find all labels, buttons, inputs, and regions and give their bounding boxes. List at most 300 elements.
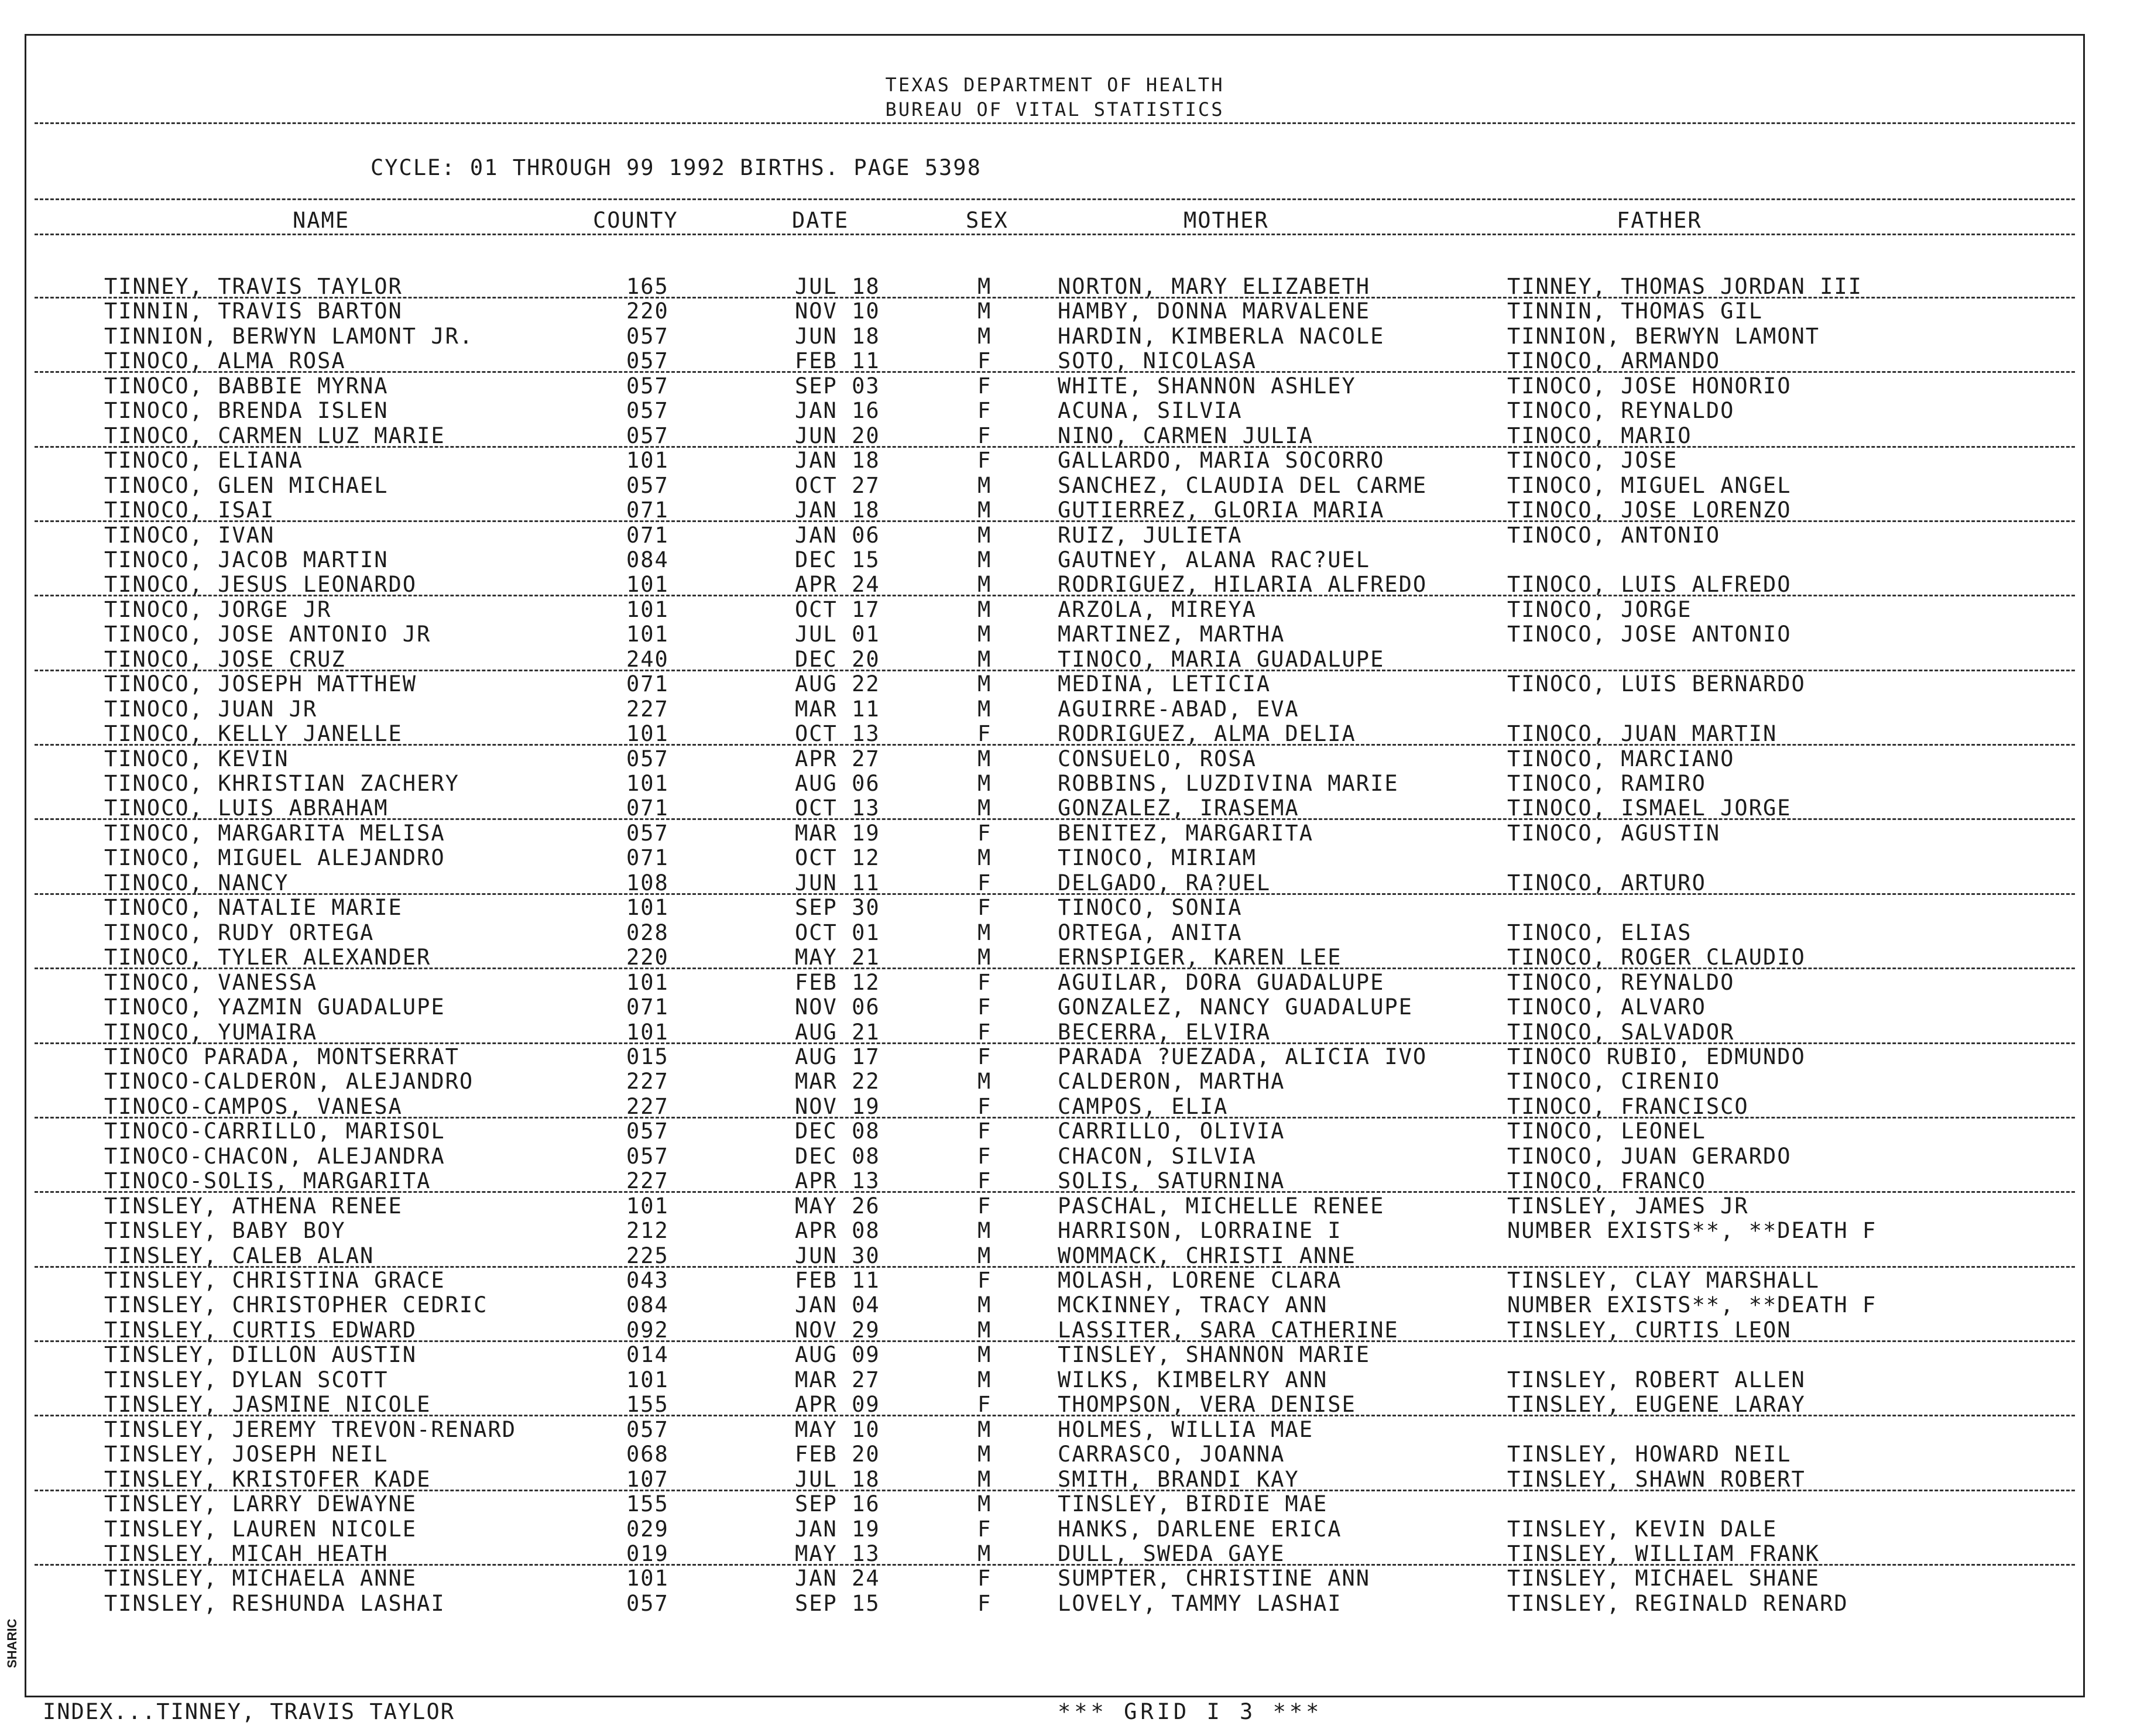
cell-date: OCT 01 <box>795 920 880 945</box>
cell-mother: GAUTNEY, ALANA RAC?UEL <box>1058 547 1371 572</box>
table-row <box>26 896 2083 920</box>
table-row <box>26 871 2083 896</box>
row-divider <box>35 520 2075 522</box>
cell-date: FEB 11 <box>795 1268 880 1293</box>
cell-sex: M <box>977 920 992 945</box>
cell-sex: F <box>977 1143 992 1169</box>
cell-mother: ERNSPIGER, KAREN LEE <box>1058 945 1342 970</box>
cell-father: TINNIN, THOMAS GIL <box>1507 299 1763 324</box>
column-header-name: NAME <box>293 208 350 233</box>
cell-father: TINOCO RUBIO, EDMUNDO <box>1507 1044 1806 1069</box>
table-row <box>26 945 2083 970</box>
cell-name: TINSLEY, KRISTOFER KADE <box>104 1466 431 1492</box>
cell-mother: RODRIGUEZ, ALMA DELIA <box>1058 721 1356 747</box>
cell-mother: SOLIS, SATURNINA <box>1058 1168 1285 1194</box>
cell-mother: WOMMACK, CHRISTI ANNE <box>1058 1243 1356 1268</box>
cell-county: 071 <box>626 795 669 821</box>
cell-name: TINOCO, JUAN JR <box>104 696 318 722</box>
cell-date: SEP 16 <box>795 1491 880 1517</box>
side-label <box>5 1618 23 1697</box>
table-row <box>26 1392 2083 1417</box>
cell-sex: F <box>977 1019 992 1045</box>
table-row <box>26 921 2083 945</box>
cell-county: 014 <box>626 1342 669 1368</box>
cell-father: TINOCO, JOSE <box>1507 448 1678 474</box>
row-divider <box>35 371 2075 373</box>
cell-date: JUL 18 <box>795 1466 880 1492</box>
cell-mother: BENITEZ, MARGARITA <box>1058 820 1313 846</box>
table-row <box>26 399 2083 423</box>
cell-mother: AGUIRRE-ABAD, EVA <box>1058 696 1299 722</box>
cell-date: JAN 18 <box>795 448 880 474</box>
cell-name: TINOCO PARADA, MONTSERRAT <box>104 1044 459 1069</box>
table-row <box>26 1368 2083 1392</box>
cell-date: JUN 11 <box>795 870 880 896</box>
cell-name: TINOCO-SOLIS, MARGARITA <box>104 1168 431 1194</box>
cell-sex: F <box>977 1392 992 1418</box>
cell-name: TINOCO, NANCY <box>104 870 289 896</box>
cell-date: JUN 20 <box>795 423 880 448</box>
cell-name: TINSLEY, LAUREN NICOLE <box>104 1516 417 1542</box>
cell-name: TINOCO, JOSE ANTONIO JR <box>104 622 431 647</box>
cell-date: JAN 24 <box>795 1566 880 1591</box>
cell-name: TINOCO, BABBIE MYRNA <box>104 373 389 399</box>
cell-county: 071 <box>626 994 669 1020</box>
cell-county: 227 <box>626 696 669 722</box>
cell-sex: M <box>977 746 992 771</box>
cell-date: JUN 30 <box>795 1243 880 1268</box>
cell-date: NOV 19 <box>795 1093 880 1119</box>
column-header-date: DATE <box>792 208 849 233</box>
cell-county: 068 <box>626 1442 669 1467</box>
cell-father: TINOCO, AGUSTIN <box>1507 820 1721 846</box>
cell-sex: F <box>977 373 992 399</box>
cell-father: NUMBER EXISTS**, **DEATH F <box>1507 1218 1877 1244</box>
table-row <box>26 1169 2083 1193</box>
cell-date: APR 27 <box>795 746 880 771</box>
cell-county: 057 <box>626 398 669 424</box>
cell-date: NOV 06 <box>795 994 880 1020</box>
cell-date: DEC 08 <box>795 1119 880 1144</box>
cell-county: 071 <box>626 522 669 548</box>
cell-county: 028 <box>626 920 669 945</box>
cell-father: TINNEY, THOMAS JORDAN III <box>1507 274 1862 299</box>
table-row <box>26 474 2083 498</box>
cell-name: TINOCO, ALMA ROSA <box>104 348 346 374</box>
cell-date: MAR 27 <box>795 1367 880 1392</box>
cell-county: 057 <box>626 1143 669 1169</box>
table-row <box>26 1591 2083 1616</box>
cell-date: MAY 26 <box>795 1193 880 1219</box>
cell-mother: WILKS, KIMBELRY ANN <box>1058 1367 1328 1392</box>
cell-county: 092 <box>626 1317 669 1343</box>
cell-sex: M <box>977 1292 992 1318</box>
divider-columns <box>35 234 2075 235</box>
table-row <box>26 1119 2083 1144</box>
cell-father: TINSLEY, KEVIN DALE <box>1507 1516 1778 1542</box>
table-row <box>26 424 2083 448</box>
cell-mother: CAMPOS, ELIA <box>1058 1093 1229 1119</box>
cell-date: OCT 13 <box>795 721 880 747</box>
cell-father: TINOCO, MARIO <box>1507 423 1692 448</box>
cell-county: 029 <box>626 1516 669 1542</box>
cell-sex: F <box>977 721 992 747</box>
cell-county: 101 <box>626 448 669 474</box>
cell-county: 057 <box>626 1416 669 1442</box>
cell-father: TINOCO, SALVADOR <box>1507 1019 1735 1045</box>
table-row <box>26 1517 2083 1542</box>
cell-county: 057 <box>626 348 669 374</box>
cell-county: 101 <box>626 1019 669 1045</box>
cell-father: TINOCO, RAMIRO <box>1507 771 1706 796</box>
cell-county: 155 <box>626 1392 669 1418</box>
cell-sex: M <box>977 299 992 324</box>
cell-county: 101 <box>626 572 669 598</box>
cell-father: TINOCO, ELIAS <box>1507 920 1692 945</box>
cell-father: TINOCO, ALVARO <box>1507 994 1706 1020</box>
cell-name: TINOCO, MARGARITA MELISA <box>104 820 445 846</box>
cell-mother: CONSUELO, ROSA <box>1058 746 1257 771</box>
cell-sex: M <box>977 323 992 349</box>
cell-county: 101 <box>626 596 669 622</box>
cell-sex: F <box>977 448 992 474</box>
cell-name: TINOCO, YUMAIRA <box>104 1019 318 1045</box>
cell-name: TINNION, BERWYN LAMONT JR. <box>104 323 474 349</box>
cell-mother: HARDIN, KIMBERLA NACOLE <box>1058 323 1385 349</box>
table-row <box>26 598 2083 622</box>
header-agency: TEXAS DEPARTMENT OF HEALTH <box>885 74 1224 96</box>
cell-county: 108 <box>626 870 669 896</box>
cell-mother: WHITE, SHANNON ASHLEY <box>1058 373 1356 399</box>
cell-mother: ORTEGA, ANITA <box>1058 920 1243 945</box>
table-row <box>26 1268 2083 1293</box>
cell-date: FEB 11 <box>795 348 880 374</box>
cell-date: OCT 12 <box>795 845 880 871</box>
table-row <box>26 1542 2083 1566</box>
cell-name: TINOCO, LUIS ABRAHAM <box>104 795 389 821</box>
cell-county: 101 <box>626 1566 669 1591</box>
column-header-father: FATHER <box>1617 208 1702 233</box>
cell-sex: M <box>977 1317 992 1343</box>
cell-name: TINOCO-CAMPOS, VANESA <box>104 1093 403 1119</box>
cell-county: 057 <box>626 323 669 349</box>
cell-sex: M <box>977 622 992 647</box>
cell-father: TINSLEY, CLAY MARSHALL <box>1507 1268 1820 1293</box>
column-header-sex: SEX <box>966 208 1009 233</box>
table-row <box>26 647 2083 672</box>
cell-county: 101 <box>626 1193 669 1219</box>
cell-date: NOV 10 <box>795 299 880 324</box>
column-header-mother: MOTHER <box>1184 208 1269 233</box>
cell-mother: NINO, CARMEN JULIA <box>1058 423 1313 448</box>
cell-mother: LASSITER, SARA CATHERINE <box>1058 1317 1399 1343</box>
cell-sex: M <box>977 522 992 548</box>
cell-father: TINOCO, ARMANDO <box>1507 348 1721 374</box>
cell-name: TINOCO, KELLY JANELLE <box>104 721 403 747</box>
cell-sex: M <box>977 1416 992 1442</box>
cell-name: TINNIN, TRAVIS BARTON <box>104 299 403 324</box>
table-row <box>26 374 2083 399</box>
table-row <box>26 1045 2083 1069</box>
cell-sex: M <box>977 274 992 299</box>
cell-mother: HANKS, DARLENE ERICA <box>1058 1516 1342 1542</box>
cell-county: 240 <box>626 646 669 672</box>
cell-date: JAN 19 <box>795 1516 880 1542</box>
cell-county: 057 <box>626 820 669 846</box>
cell-mother: HAMBY, DONNA MARVALENE <box>1058 299 1371 324</box>
cell-name: TINSLEY, ATHENA RENEE <box>104 1193 403 1219</box>
cell-mother: GONZALEZ, NANCY GUADALUPE <box>1058 994 1413 1020</box>
cell-father: TINOCO, JOSE LORENZO <box>1507 498 1792 523</box>
cell-county: 101 <box>626 721 669 747</box>
cell-date: MAR 19 <box>795 820 880 846</box>
cell-mother: ARZOLA, MIREYA <box>1058 596 1257 622</box>
cell-mother: CALDERON, MARTHA <box>1058 1069 1285 1095</box>
header-bureau: BUREAU OF VITAL STATISTICS <box>885 98 1224 121</box>
cell-sex: F <box>977 1193 992 1219</box>
cell-date: JAN 18 <box>795 498 880 523</box>
cell-date: AUG 22 <box>795 671 880 697</box>
cycle-line: CYCLE: 01 THROUGH 99 1992 BIRTHS. PAGE 5398 <box>371 155 982 180</box>
cell-name: TINSLEY, LARRY DEWAYNE <box>104 1491 417 1517</box>
cell-name: TINOCO, GLEN MICHAEL <box>104 472 389 498</box>
cell-sex: M <box>977 696 992 722</box>
cell-county: 227 <box>626 1168 669 1194</box>
cell-sex: F <box>977 870 992 896</box>
cell-county: 165 <box>626 274 669 299</box>
cell-father: TINSLEY, SHAWN ROBERT <box>1507 1466 1806 1492</box>
cell-sex: F <box>977 348 992 374</box>
cell-sex: M <box>977 1243 992 1268</box>
row-divider <box>35 595 2075 596</box>
cell-father: TINNION, BERWYN LAMONT <box>1507 323 1820 349</box>
table-row <box>26 1144 2083 1169</box>
cell-father: NUMBER EXISTS**, **DEATH F <box>1507 1292 1877 1318</box>
table-row <box>26 747 2083 771</box>
cell-county: 225 <box>626 1243 669 1268</box>
cell-sex: M <box>977 945 992 970</box>
cell-sex: M <box>977 1466 992 1492</box>
cell-name: TINSLEY, DILLON AUSTIN <box>104 1342 417 1368</box>
cell-mother: GALLARDO, MARIA SOCORRO <box>1058 448 1385 474</box>
cell-name: TINOCO, NATALIE MARIE <box>104 895 403 921</box>
cell-county: 101 <box>626 895 669 921</box>
cell-name: TINOCO, RUDY ORTEGA <box>104 920 375 945</box>
cell-mother: DELGADO, RA?UEL <box>1058 870 1271 896</box>
cell-date: DEC 08 <box>795 1143 880 1169</box>
cell-name: TINOCO-CHACON, ALEJANDRA <box>104 1143 445 1169</box>
cell-sex: M <box>977 771 992 796</box>
cell-mother: RODRIGUEZ, HILARIA ALFREDO <box>1058 572 1428 598</box>
cell-mother: CARRASCO, JOANNA <box>1058 1442 1285 1467</box>
cell-mother: SMITH, BRANDI KAY <box>1058 1466 1299 1492</box>
cell-county: 101 <box>626 1367 669 1392</box>
cell-sex: M <box>977 498 992 523</box>
cell-mother: TINOCO, MARIA GUADALUPE <box>1058 646 1385 672</box>
cell-father: TINSLEY, WILLIAM FRANK <box>1507 1541 1820 1566</box>
cell-sex: F <box>977 895 992 921</box>
cell-name: TINOCO, ISAI <box>104 498 275 523</box>
cell-date: MAY 21 <box>795 945 880 970</box>
cell-county: 057 <box>626 472 669 498</box>
table-row <box>26 1293 2083 1318</box>
cell-date: OCT 13 <box>795 795 880 821</box>
cell-mother: TINOCO, MIRIAM <box>1058 845 1257 871</box>
side-label-text: SHARIC <box>5 1618 19 1668</box>
cell-date: FEB 12 <box>795 969 880 995</box>
cell-county: 071 <box>626 498 669 523</box>
table-row <box>26 572 2083 597</box>
cell-sex: M <box>977 1541 992 1566</box>
cell-date: OCT 27 <box>795 472 880 498</box>
column-header-county: COUNTY <box>593 208 678 233</box>
table-row <box>26 349 2083 373</box>
cell-sex: M <box>977 845 992 871</box>
cell-sex: M <box>977 1442 992 1467</box>
cell-name: TINOCO, TYLER ALEXANDER <box>104 945 431 970</box>
cell-mother: TINOCO, SONIA <box>1058 895 1243 921</box>
cell-father: TINOCO, CIRENIO <box>1507 1069 1721 1095</box>
cell-sex: F <box>977 1168 992 1194</box>
table-row <box>26 1318 2083 1343</box>
table-row <box>26 498 2083 523</box>
cell-mother: AGUILAR, DORA GUADALUPE <box>1058 969 1385 995</box>
cell-father: TINOCO, ROGER CLAUDIO <box>1507 945 1806 970</box>
cell-sex: M <box>977 1342 992 1368</box>
cell-date: FEB 20 <box>795 1442 880 1467</box>
cell-mother: HOLMES, WILLIA MAE <box>1058 1416 1313 1442</box>
cell-sex: F <box>977 1590 992 1616</box>
cell-county: 057 <box>626 373 669 399</box>
cell-date: JUL 01 <box>795 622 880 647</box>
cell-county: 071 <box>626 845 669 871</box>
cell-county: 084 <box>626 547 669 572</box>
cell-date: DEC 15 <box>795 547 880 572</box>
table-row <box>26 275 2083 299</box>
cell-county: 107 <box>626 1466 669 1492</box>
cell-name: TINOCO, MIGUEL ALEJANDRO <box>104 845 445 871</box>
table-row <box>26 821 2083 846</box>
cell-mother: MARTINEZ, MARTHA <box>1058 622 1285 647</box>
cell-father: TINOCO, LEONEL <box>1507 1119 1706 1144</box>
cell-sex: M <box>977 572 992 598</box>
table-row <box>26 324 2083 349</box>
cell-county: 220 <box>626 945 669 970</box>
cell-name: TINOCO, CARMEN LUZ MARIE <box>104 423 445 448</box>
cell-mother: GONZALEZ, IRASEMA <box>1058 795 1299 821</box>
cell-father: TINOCO, MARCIANO <box>1507 746 1735 771</box>
table-row <box>26 1566 2083 1591</box>
cell-mother: HARRISON, LORRAINE I <box>1058 1218 1342 1244</box>
cell-mother: NORTON, MARY ELIZABETH <box>1058 274 1371 299</box>
cell-father: TINOCO, JOSE ANTONIO <box>1507 622 1792 647</box>
table-row <box>26 523 2083 548</box>
cell-date: JAN 04 <box>795 1292 880 1318</box>
cell-county: 057 <box>626 746 669 771</box>
table-row <box>26 722 2083 746</box>
cell-sex: M <box>977 596 992 622</box>
cell-name: TINOCO-CALDERON, ALEJANDRO <box>104 1069 474 1095</box>
cell-date: MAR 11 <box>795 696 880 722</box>
cell-sex: F <box>977 969 992 995</box>
cell-father: TINOCO, JUAN MARTIN <box>1507 721 1778 747</box>
table-row <box>26 299 2083 324</box>
cell-father: TINOCO, MIGUEL ANGEL <box>1507 472 1792 498</box>
cell-sex: F <box>977 1044 992 1069</box>
cell-father: TINSLEY, ROBERT ALLEN <box>1507 1367 1806 1392</box>
cell-father: TINOCO, FRANCO <box>1507 1168 1706 1194</box>
footer-grid: *** GRID I 3 *** <box>1058 1699 1323 1724</box>
cell-mother: PASCHAL, MICHELLE RENEE <box>1058 1193 1385 1219</box>
table-row <box>26 697 2083 722</box>
cell-date: AUG 06 <box>795 771 880 796</box>
cell-mother: ACUNA, SILVIA <box>1058 398 1243 424</box>
cell-mother: ROBBINS, LUZDIVINA MARIE <box>1058 771 1399 796</box>
cell-county: 043 <box>626 1268 669 1293</box>
cell-mother: SOTO, NICOLASA <box>1058 348 1257 374</box>
cell-father: TINSLEY, EUGENE LARAY <box>1507 1392 1806 1418</box>
cell-mother: MOLASH, LORENE CLARA <box>1058 1268 1342 1293</box>
cell-father: TINSLEY, JAMES JR <box>1507 1193 1749 1219</box>
cell-county: 057 <box>626 1590 669 1616</box>
table-row <box>26 1467 2083 1492</box>
cell-name: TINOCO, JOSE CRUZ <box>104 646 346 672</box>
cell-sex: M <box>977 1491 992 1517</box>
table-row <box>26 548 2083 572</box>
cell-county: 057 <box>626 1119 669 1144</box>
cell-date: APR 24 <box>795 572 880 598</box>
row-divider <box>35 744 2075 746</box>
cell-name: TINOCO, VANESSA <box>104 969 318 995</box>
cell-name: TINOCO, KEVIN <box>104 746 289 771</box>
cell-name: TINSLEY, MICHAELA ANNE <box>104 1566 417 1591</box>
cell-date: DEC 20 <box>795 646 880 672</box>
cell-name: TINOCO, BRENDA ISLEN <box>104 398 389 424</box>
table-row <box>26 1069 2083 1094</box>
cell-county: 015 <box>626 1044 669 1069</box>
cell-mother: TINSLEY, SHANNON MARIE <box>1058 1342 1371 1368</box>
page-frame <box>25 34 2085 1724</box>
cell-name: TINSLEY, RESHUNDA LASHAI <box>104 1590 445 1616</box>
cell-father: TINOCO, JOSE HONORIO <box>1507 373 1792 399</box>
cell-father: TINOCO, REYNALDO <box>1507 398 1735 424</box>
table-row <box>26 1244 2083 1268</box>
cell-name: TINSLEY, JASMINE NICOLE <box>104 1392 431 1418</box>
table-row <box>26 1418 2083 1442</box>
cell-county: 071 <box>626 671 669 697</box>
cell-date: APR 13 <box>795 1168 880 1194</box>
cell-sex: M <box>977 1367 992 1392</box>
cell-sex: M <box>977 671 992 697</box>
cell-date: MAY 13 <box>795 1541 880 1566</box>
cell-sex: M <box>977 1069 992 1095</box>
cell-father: TINOCO, REYNALDO <box>1507 969 1735 995</box>
cell-father: TINSLEY, REGINALD RENARD <box>1507 1590 1848 1616</box>
table-row <box>26 771 2083 796</box>
footer-index: INDEX...TINNEY, TRAVIS TAYLOR <box>43 1699 455 1724</box>
cell-date: JUN 18 <box>795 323 880 349</box>
cell-sex: F <box>977 1268 992 1293</box>
cell-sex: M <box>977 547 992 572</box>
cell-name: TINSLEY, CURTIS EDWARD <box>104 1317 417 1343</box>
cell-mother: RUIZ, JULIETA <box>1058 522 1243 548</box>
cell-mother: DULL, SWEDA GAYE <box>1058 1541 1285 1566</box>
cell-name: TINOCO-CARRILLO, MARISOL <box>104 1119 445 1144</box>
cell-sex: F <box>977 423 992 448</box>
cell-mother: MCKINNEY, TRACY ANN <box>1058 1292 1328 1318</box>
cell-county: 084 <box>626 1292 669 1318</box>
divider-top <box>35 122 2075 124</box>
